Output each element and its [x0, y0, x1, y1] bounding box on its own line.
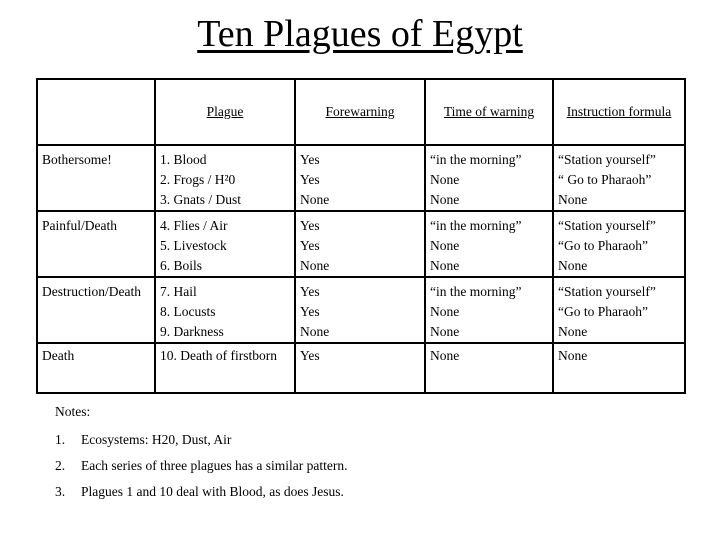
header-cell-forewarning — [295, 79, 425, 145]
row-label: Death — [37, 343, 155, 393]
instruction-value: “Station yourself” — [558, 218, 656, 233]
header-label-instruction: Instruction formula — [566, 104, 672, 119]
plague-item: 3. Gnats / Dust — [160, 192, 241, 207]
header-label-forewarning: Forewarning — [325, 104, 395, 119]
forewarning-value: None — [300, 192, 330, 207]
time-cell — [425, 277, 553, 343]
instruction-cell — [553, 343, 685, 393]
notes-heading: Notes: — [55, 404, 91, 419]
time-value: “in the morning” — [430, 284, 522, 299]
page-title: Ten Plagues of Egypt — [197, 13, 523, 55]
forewarning-cell — [295, 145, 425, 211]
forewarning-cell — [295, 343, 425, 393]
forewarning-value: Yes — [300, 348, 320, 363]
plague-item: 1. Blood — [160, 152, 207, 167]
plague-item: 5. Livestock — [160, 238, 227, 253]
instruction-value: None — [558, 324, 588, 339]
note-number: 2. — [55, 458, 66, 473]
note-number: 1. — [55, 432, 66, 447]
time-cell — [425, 343, 553, 393]
forewarning-cell — [295, 277, 425, 343]
row-label: Destruction/Death — [37, 277, 155, 343]
instruction-value: None — [558, 192, 588, 207]
instruction-value: “Go to Pharaoh” — [558, 238, 648, 253]
note-text: Plagues 1 and 10 deal with Blood, as does Jesus. — [81, 484, 344, 499]
note-number: 3. — [55, 484, 66, 499]
header-cell-instruction — [553, 79, 685, 145]
instruction-value: None — [558, 258, 588, 273]
forewarning-value: None — [300, 324, 330, 339]
instruction-cell — [553, 145, 685, 211]
time-value: None — [430, 192, 460, 207]
header-cell-plague — [155, 79, 295, 145]
instruction-value: “Station yourself” — [558, 284, 656, 299]
instruction-value: “Station yourself” — [558, 152, 656, 167]
instruction-cell — [553, 211, 685, 277]
row-label: Bothersome! — [37, 145, 155, 211]
header-label-time: Time of warning — [443, 104, 535, 119]
time-value: None — [430, 324, 460, 339]
forewarning-cell — [295, 211, 425, 277]
table-row — [37, 145, 685, 211]
plague-item: 7. Hail — [160, 284, 197, 299]
table-row — [37, 343, 685, 393]
time-value: None — [430, 172, 460, 187]
plagues-table — [36, 78, 686, 394]
plague-item: 4. Flies / Air — [160, 218, 228, 233]
instruction-value: “ Go to Pharaoh” — [558, 172, 652, 187]
header-cell-empty — [37, 79, 155, 145]
plague-cell — [155, 277, 295, 343]
plague-item: 2. Frogs / H²0 — [160, 172, 236, 187]
instruction-cell — [553, 277, 685, 343]
table-row — [37, 277, 685, 343]
table-header-row — [37, 79, 685, 145]
row-label: Painful/Death — [37, 211, 155, 277]
forewarning-value: Yes — [300, 172, 320, 187]
note-item — [55, 484, 348, 510]
plague-item: 10. Death of firstborn — [160, 348, 277, 363]
note-text: Ecosystems: H20, Dust, Air — [81, 432, 232, 447]
plague-cell — [155, 145, 295, 211]
time-value: None — [430, 304, 460, 319]
time-cell — [425, 145, 553, 211]
instruction-value: “Go to Pharaoh” — [558, 304, 648, 319]
table-row — [37, 211, 685, 277]
time-value: None — [430, 238, 460, 253]
forewarning-value: None — [300, 258, 330, 273]
forewarning-value: Yes — [300, 218, 320, 233]
plague-cell — [155, 343, 295, 393]
plague-item: 6. Boils — [160, 258, 203, 273]
time-cell — [425, 211, 553, 277]
time-value: “in the morning” — [430, 218, 522, 233]
header-cell-time — [425, 79, 553, 145]
time-value: None — [430, 258, 460, 273]
forewarning-value: Yes — [300, 304, 320, 319]
forewarning-value: Yes — [300, 238, 320, 253]
plague-item: 8. Locusts — [160, 304, 216, 319]
forewarning-value: Yes — [300, 284, 320, 299]
plague-cell — [155, 211, 295, 277]
instruction-value: None — [558, 348, 588, 363]
time-value: “in the morning” — [430, 152, 522, 167]
notes-section — [55, 404, 348, 510]
plague-item: 9. Darkness — [160, 324, 224, 339]
note-item — [55, 432, 348, 458]
time-value: None — [430, 348, 460, 363]
header-label-plague: Plague — [206, 104, 244, 119]
forewarning-value: Yes — [300, 152, 320, 167]
note-text: Each series of three plagues has a similar pattern. — [81, 458, 348, 473]
note-item — [55, 458, 348, 484]
